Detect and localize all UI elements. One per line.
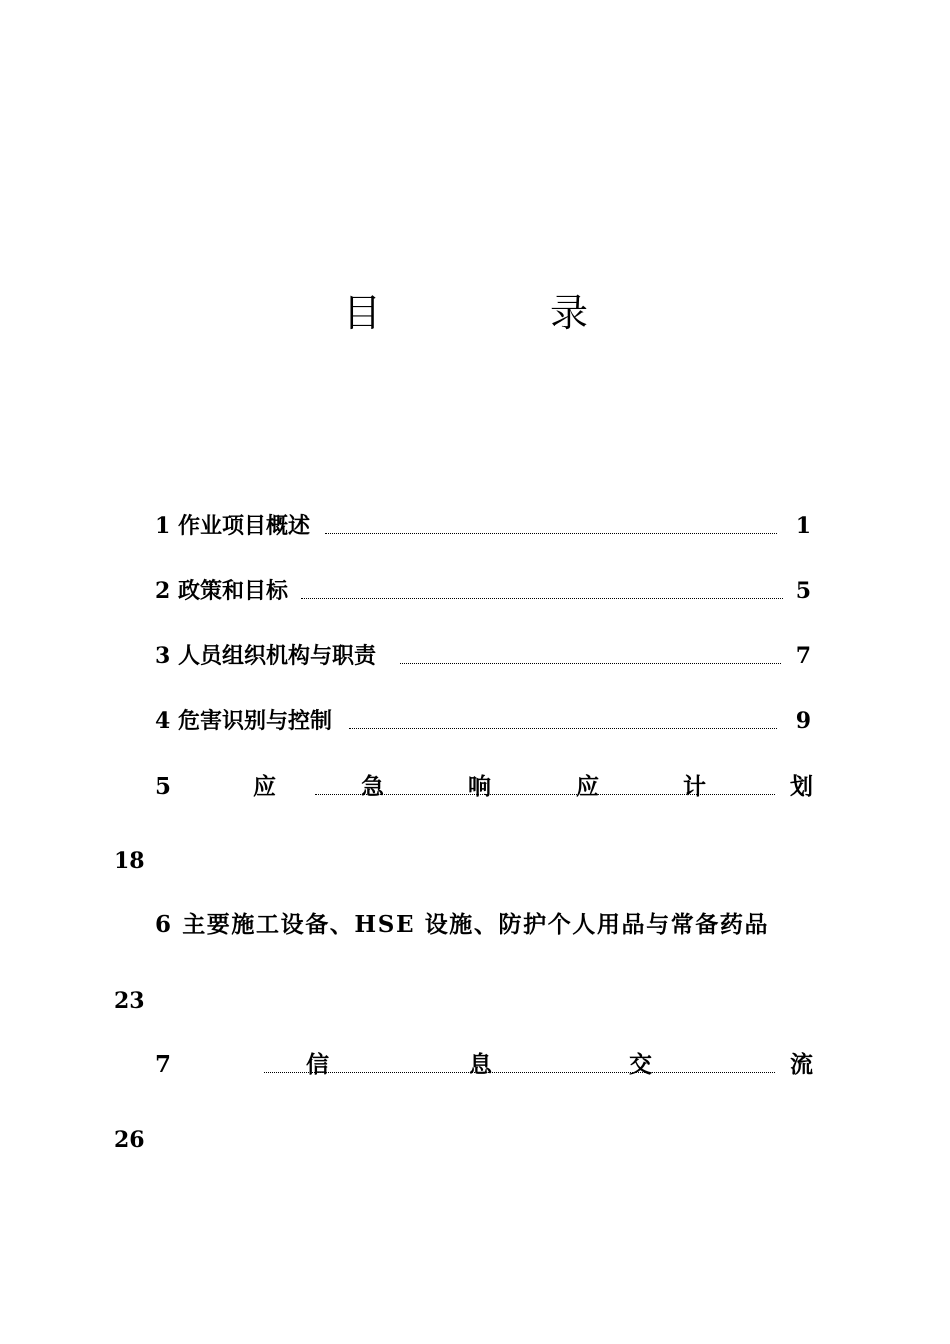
- toc-entry-char: 信: [306, 1051, 329, 1078]
- toc-entry-label: 1 作业项目概述: [155, 513, 310, 539]
- toc-entry-label: 2 政策和目标: [155, 578, 288, 604]
- toc-entry-page: 9: [795, 708, 811, 734]
- toc-entry-char: 交: [629, 1051, 652, 1078]
- toc-entry-char: 息: [469, 1051, 492, 1078]
- title-char-2: 录: [550, 291, 589, 335]
- dot-leader: [325, 533, 777, 534]
- toc-entry-page: 5: [795, 578, 811, 604]
- toc-entry-7[interactable]: [155, 1050, 815, 1080]
- toc-entry-char: 划: [790, 773, 813, 800]
- toc-entry-3[interactable]: [155, 641, 811, 671]
- toc-entry-page: 1: [795, 513, 811, 539]
- toc-entry-char: 响: [468, 773, 491, 800]
- toc-entry-5[interactable]: [155, 772, 815, 802]
- toc-entry-2[interactable]: [155, 576, 811, 606]
- toc-entry-page: 18: [114, 848, 145, 874]
- toc-entry-1[interactable]: [155, 511, 811, 541]
- toc-entry-char: 应: [253, 773, 276, 800]
- toc-entry-label: 3 人员组织机构与职责: [155, 643, 376, 669]
- toc-entry-char: 应: [576, 773, 599, 800]
- dot-leader: [315, 794, 775, 795]
- toc-entry-char: 计: [683, 773, 706, 800]
- title-char-1: 目: [343, 291, 382, 335]
- toc-entry-6[interactable]: 6 主要施工设备、HSE 设施、防护个人用品与常备药品: [155, 911, 770, 938]
- toc-entry-4[interactable]: [155, 706, 811, 736]
- toc-entry-page: 7: [795, 643, 811, 669]
- dot-leader: [264, 1072, 775, 1073]
- toc-entry-page: 23: [114, 988, 145, 1014]
- toc-entry-number: 7: [155, 1051, 172, 1078]
- toc-entry-number: 5: [155, 773, 172, 800]
- dot-leader: [301, 598, 783, 599]
- dot-leader: [349, 728, 777, 729]
- toc-entry-page: 26: [114, 1127, 145, 1153]
- toc-entry-char: 急: [361, 773, 384, 800]
- dot-leader: [400, 663, 781, 664]
- page-title: [0, 290, 950, 340]
- toc-entry-label: 4 危害识别与控制: [155, 708, 332, 734]
- toc-entry-char: 流: [790, 1051, 813, 1078]
